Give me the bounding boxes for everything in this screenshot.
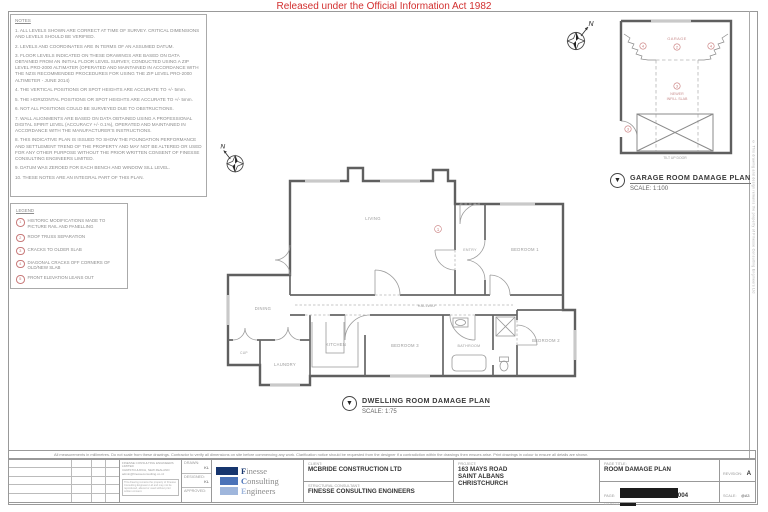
revision-table-row <box>9 460 119 468</box>
logo-bar-medium <box>220 477 238 485</box>
notes-title: NOTES <box>15 18 31 23</box>
dwelling-plan-scale: SCALE: 1:75 <box>362 408 397 415</box>
garage-room-label: GARAGE <box>667 36 687 41</box>
revision-table-row <box>9 494 119 502</box>
dwelling-outer-walls <box>228 168 575 385</box>
revision-value: A <box>746 470 752 477</box>
note-item: 2. LEVELS AND COORDINATES ARE IN TERMS OF AN ASSUMED DATUM. <box>15 43 174 49</box>
svg-text:4: 4 <box>709 43 713 49</box>
garage-plan-title: GARAGE ROOM DAMAGE PLAN <box>630 173 751 182</box>
north-compass-icon <box>560 16 600 56</box>
svg-text:3: 3 <box>626 126 630 132</box>
legend-marker-icon: 2 <box>16 234 25 243</box>
note-item: 10. THESE NOTES ARE AN INTEGRAL PART OF THIS PLAN. <box>15 174 144 180</box>
legend-item <box>16 275 122 284</box>
measurements-disclaimer: All measurements in millimetres. Do not scale from these drawings. Contractor to verify all dimensions on site before commencing any work. Clarification notice should be requested from the designer if a contradiction within the drawings then ensues arise. Print drawings in colour to ensure all details are shown. <box>8 450 756 459</box>
page-title-box <box>599 460 719 506</box>
section-marker-icon: ▼ <box>610 173 625 188</box>
garage-plan-caption <box>610 173 756 192</box>
project-label: PROJECT: <box>458 462 477 466</box>
project-box <box>453 460 599 502</box>
legend-marker-icon: 1 <box>16 218 25 227</box>
dwelling-plan-caption <box>342 396 502 415</box>
legend-item-label: ROOF TRUSS SEPARATION <box>27 233 86 239</box>
logo-text-engineers: Engineers <box>241 485 276 496</box>
svg-text:1: 1 <box>436 226 440 232</box>
revision-scale-box <box>719 460 756 502</box>
company-line: FINESSE CONSULTING ENGINEERS LIMITED <box>122 460 174 469</box>
garage-plan-scale: SCALE: 1:100 <box>630 185 669 192</box>
room-label-hallway: HALLWAY <box>417 304 437 308</box>
company-line: admin@finesseconsulting.co.nz <box>122 472 165 477</box>
note-item: 1. ALL LEVELS SHOWN ARE CORRECT AT TIME OF SURVEY. CRITICAL DIMENSIONS AND LEVELS SHOULD BE VERIFIED. <box>15 28 200 40</box>
last-printed-label: Last Printed: <box>604 502 715 506</box>
finesse-logo <box>211 460 303 502</box>
room-label-living: LIVING <box>365 216 381 221</box>
consultant-label: STRUCTURAL CONSULTANT: <box>308 484 361 488</box>
scale-label: SCALE: <box>723 494 737 498</box>
damage-marker <box>708 43 714 49</box>
note-item: 8. THIS INDICATIVE PLAN IS ISSUED TO SHOW THE FOUNDATION PERFORMANCE AND SETTLEMENT TREND OF THE PROPERTY AND MAY NOT BE ALTERED OR USED FOR ANY OTHER PURPOSE WITHOUT THE PRIOR WRITTEN CONSENT OF FINESSE CONSULTING ENGINEERS LIMITED. <box>15 137 202 161</box>
note-item: 3. FLOOR LEVELS INDICATED ON THESE DRAWINGS ARE BASED ON DATA OBTAINED FROM AN INITIAL FLOOR LEVEL SURVEY, CONDUCTED USING A ZIP LEVEL PRO-2000 ALTIMATER (OPERATED AND MAINTAINED IN ACCORDANCE WITH THE NZIS RECOMMENDED PROCEDURES FOR USING THE ZIP LEVEL PRO-2000 ALTIMETER - JUNE 2014) <box>15 53 199 83</box>
room-label-bedroom2: BEDROOM 2 <box>532 338 560 343</box>
legend-item-label: FRONT ELEVATION LEANS OUT <box>27 275 94 280</box>
room-label-kitchen: KITCHEN <box>325 342 347 347</box>
legend-item <box>16 260 122 271</box>
revision-label: REVISION: <box>723 472 743 476</box>
damage-marker <box>674 44 680 50</box>
company-line: CHRISTCHURCH, NEW ZEALAND <box>122 468 170 473</box>
signoff-fields <box>181 460 211 502</box>
revision-table-row <box>9 485 119 493</box>
legend-item <box>16 247 122 256</box>
logo-text-consulting: Consulting <box>241 475 279 486</box>
note-item: 9. DATUM WAS ZEROED FOR EACH BENCH AND WINDOW SILL LEVEL. <box>15 165 171 171</box>
page-title-label: PAGE TITLE: <box>604 462 627 466</box>
infill-slab-label: NEWER <box>670 92 684 96</box>
page-title: ROOM DAMAGE PLAN <box>604 466 672 473</box>
north-label: N <box>220 143 226 151</box>
oia-release-banner: Released under the Official Information Act 1982 <box>276 1 492 12</box>
damage-marker <box>640 43 646 49</box>
company-copyright-note: This drawing remains the property of Finesse Consulting Engineers Ltd and may not be reproduced, altered or used without prior written consent. <box>122 479 179 496</box>
room-label-bedroom3: BEDROOM 3 <box>391 343 419 348</box>
dwelling-plan-title: DWELLING ROOM DAMAGE PLAN <box>362 396 491 405</box>
scale-value: @A3 <box>740 494 750 498</box>
room-label-entry: ENTRY <box>463 248 477 252</box>
redaction-box-small <box>620 503 636 506</box>
tilt-door <box>637 114 713 151</box>
legend-item-label: HISTORIC MODIFICATIONS MADE TO PICTURE RAIL AND PANELLING <box>27 218 106 229</box>
room-label-bathroom: BATHROOM <box>457 344 481 348</box>
section-marker-icon: ▼ <box>342 396 357 411</box>
svg-text:4: 4 <box>641 43 645 49</box>
title-block <box>8 459 756 506</box>
redaction-box <box>620 488 678 498</box>
copyright-side-text: © This drawing and design remains the property of Finesse Consulting Engineers Ltd <box>751 140 756 294</box>
dwelling-floor-plan <box>215 150 580 395</box>
legend-item <box>16 234 122 243</box>
client-box <box>303 460 453 502</box>
logo-bar-light <box>220 487 238 495</box>
legend-marker-icon: 3 <box>16 247 25 256</box>
designed-field: DESIGNED: KL <box>182 474 211 488</box>
revision-table-row <box>9 468 119 476</box>
page-label: PAGE: <box>604 494 616 498</box>
garage-floor-plan <box>616 16 740 166</box>
svg-text:3: 3 <box>675 83 679 89</box>
room-label-dining: DINING <box>254 306 272 311</box>
revision-table-row <box>9 477 119 485</box>
note-item: 5. THE HORIZONTAL POSITIONS OR SPOT HEIGHTS ARE ACCURATE TO +/- 5mm. <box>15 96 193 102</box>
legend-item <box>16 218 122 229</box>
legend-item-label: DIAGONAL CRACKS OFF CORNERS OF OLD/NEW SLAB <box>27 259 111 270</box>
room-label-cup: CUP <box>240 351 248 355</box>
project-address-line: SAINT ALBANS <box>458 473 504 480</box>
consultant-name: FINESSE CONSULTING ENGINEERS <box>308 488 415 495</box>
client-label: CLIENT: <box>308 462 323 466</box>
client-name: MCBRIDE CONSTRUCTION LTD <box>308 466 402 473</box>
drawn-field: DRAWN: KL <box>182 460 211 474</box>
page-number: 004 <box>677 492 689 499</box>
room-label-bedroom1: BEDROOM 1 <box>511 247 539 252</box>
logo-bar-dark <box>216 467 238 475</box>
legend-marker-icon: 5 <box>16 275 25 284</box>
project-address-line: CHRISTCHURCH <box>458 480 508 487</box>
legend-item-label: CRACKS TO OLDER SLAB <box>27 246 82 252</box>
logo-text-finesse: Finesse <box>241 465 267 476</box>
project-address-line: 163 MAYS ROAD <box>458 466 508 473</box>
north-label: N <box>588 21 594 28</box>
infill-slab-label: INFILL SLAB <box>666 97 688 101</box>
company-contact-box <box>119 460 181 502</box>
legend-panel <box>10 203 128 289</box>
infill-slab-dashed-outline <box>656 60 698 151</box>
sheet-inner-margin-line <box>746 11 752 503</box>
note-item: 6. NOT ALL POSITIONS COULD BE SURVEYED DUE TO OBSTRUCTIONS. <box>15 106 174 112</box>
room-label-laundry: LAUNDRY <box>273 362 297 367</box>
revision-table <box>9 460 119 502</box>
note-item: 7. WALL ALIGNMENTS ARE BASED ON DATA OBTAINED USING A PROFESSIONAL DIGITAL SPIRIT LEVEL (ACCURACY +/- 0.1%), OPERATED AND MAINTAINED IN ACCORDANCE WITH THE MANUFACTURER'S INSTRUCTIONS. <box>15 115 193 133</box>
svg-text:2: 2 <box>675 44 679 50</box>
note-item: 4. THE VERTICAL POSITIONS OR SPOT HEIGHTS ARE ACCURATE TO +/- 5mm. <box>15 87 186 93</box>
tilt-door-label: TILT UP DOOR <box>663 156 687 160</box>
notes-panel <box>10 14 207 197</box>
approved-field: APPROVED: <box>184 489 207 494</box>
damage-marker <box>674 83 680 89</box>
damage-marker <box>625 126 631 132</box>
legend-title: LEGEND <box>16 208 35 213</box>
legend-marker-icon: 4 <box>16 260 25 269</box>
